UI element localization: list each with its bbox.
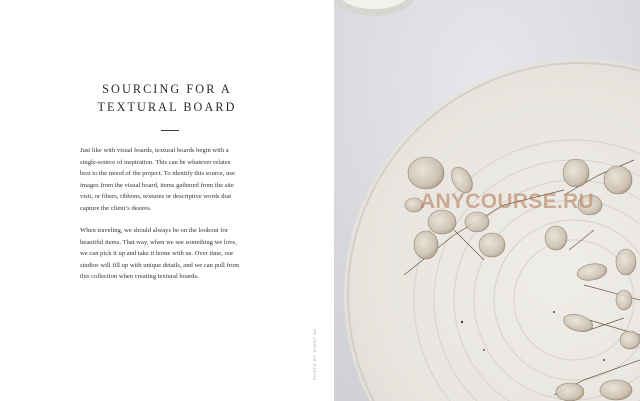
heading-line-1: SOURCING FOR A — [102, 82, 232, 96]
paragraph-1-line: images from the visual board, items gathered from the site — [80, 181, 234, 189]
watermark: ANYCOURSE.RU — [420, 190, 594, 213]
paragraph-2-line: beautiful items. That way, when we see something we love, — [80, 238, 237, 246]
paragraph-2-line: studios will fill up with unique details, and we can pull from — [80, 261, 240, 269]
paragraph-2-line: this collection when creating textural boards. — [80, 273, 199, 281]
section-heading — [40, 80, 294, 116]
paragraph-1-line: single-source of inspiration. This can be whatever relates — [80, 158, 231, 166]
paragraph-2-line: we can pick it up and take it home with us. Over time, our — [80, 250, 234, 258]
paragraph-2-line: When traveling, we should always be on the lookout for — [80, 227, 228, 234]
paragraph-1-line: visit, or fibers, ribbons, textures or descriptive words that — [80, 193, 232, 201]
heading-divider — [161, 130, 179, 131]
paragraph-1-line: best to the mood of the project. To identify this source, use — [80, 170, 235, 178]
paragraph-1-line: Just like with visual boards, textural boards begin with a — [80, 147, 229, 154]
paragraph-1 — [80, 145, 270, 215]
paragraph-1-line: capture the client’s desires. — [80, 204, 152, 212]
photo-credit: PHOTO BY GINNY AU — [313, 327, 317, 380]
heading-line-2: TEXTURAL BOARD — [97, 100, 237, 114]
paragraph-2 — [80, 225, 270, 283]
